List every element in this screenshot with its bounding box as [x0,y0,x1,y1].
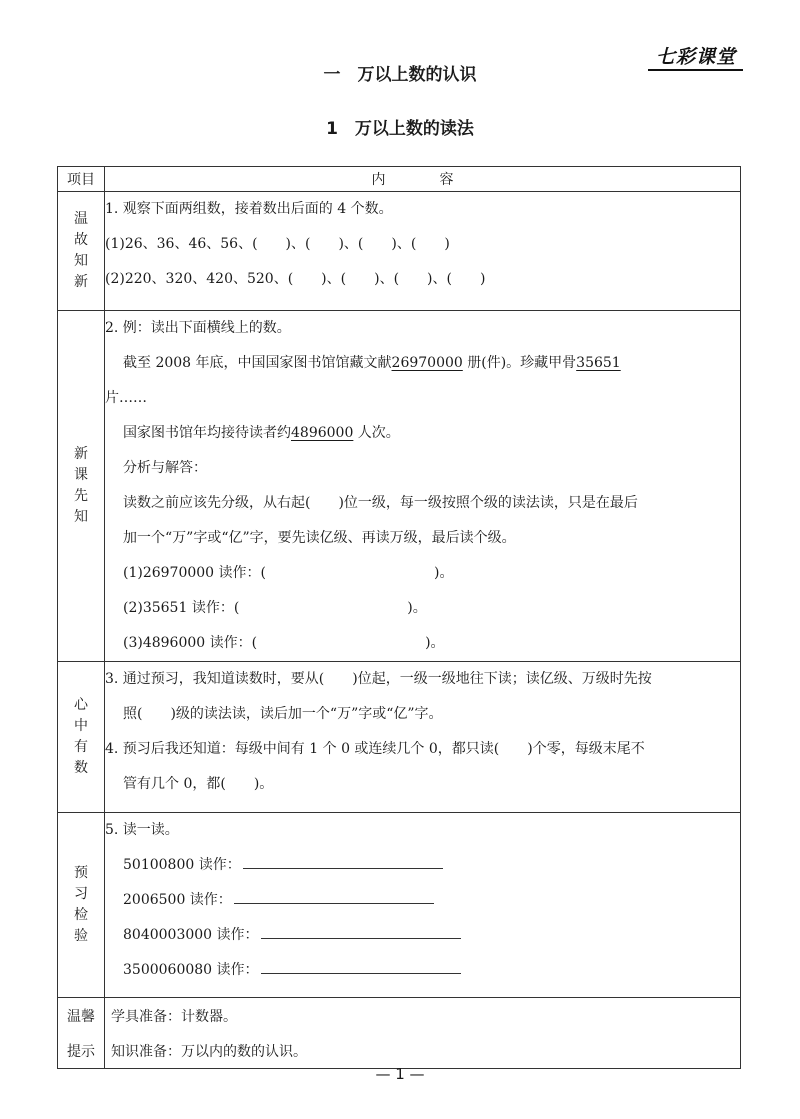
tips-row-2 [58,1033,741,1069]
read-item-3: 8040003000 读作： [105,918,740,953]
check-label: 预习检验 [74,865,88,944]
answer-3: (3)4896000 读作：( )。 [123,635,445,651]
answer-1: (1)26970000 读作：( )。 [123,565,454,581]
rule-line-1: 读数之前应该先分级，从右起( )位一级，每一级按照个级的读法读，只是在最后 [123,495,638,511]
underlined-number-1: 26970000 [391,355,463,371]
page-number: — 1 — [375,1065,425,1083]
preview-label-cell [58,311,105,662]
answer-line [234,887,434,904]
question-4-line-2: 管有几个 0，都( )。 [123,776,274,792]
preview-table [57,166,741,1069]
brand-text: 七彩课堂 [656,46,737,68]
review-content [105,192,741,311]
check-label-cell [58,813,105,998]
check-row [58,813,741,998]
example-text-d: 人次。 [353,425,400,441]
question-1-part-2: (2)220、320、420、520、( )、( )、( )、( ) [105,271,486,287]
analysis-heading: 分析与解答： [123,460,207,476]
tips-label-1: 温馨 [58,998,105,1034]
underlined-number-3: 4896000 [291,425,354,441]
header-content: 内 容 [105,167,741,192]
review-label: 温故知新 [74,211,88,290]
example-text-b: 册(件)。珍藏甲骨 [462,355,577,371]
mind-label: 心中有数 [74,697,88,776]
check-content [105,813,741,998]
question-3-line-2: 照( )级的读法读，读后加一个“万”字或“亿”字。 [123,706,443,722]
table-header-row [58,167,741,192]
read-item-1: 50100800 读作： [105,848,740,883]
review-label-cell [58,192,105,311]
example-paragraph-1-end: 片…… [105,390,147,406]
mind-row [58,662,741,813]
rule-line-2: 加一个“万”字或“亿”字，要先读亿级、再读万级，最后读个级。 [123,530,516,546]
answer-line [243,852,443,869]
question-4-line-1: 4. 预习后我还知道：每级中间有 1 个 0 或连续几个 0，都只读( )个零，每级末尾不 [105,741,645,757]
question-1-part-1: (1)26、36、46、56、( )、( )、( )、( ) [105,236,450,252]
mind-content [105,662,741,813]
tips-label-2: 提示 [58,1033,105,1069]
preview-label: 新课先知 [74,446,88,525]
answer-2: (2)35651 读作：( )。 [123,600,427,616]
question-3-line-1: 3. 通过预习，我知道读数时，要从( )位起，一级一级地往下读；读亿级、万级时先按 [105,671,652,687]
example-text-a: 截至 2008 年底，中国国家图书馆馆藏文献 [123,355,392,371]
lesson-title: 1 万以上数的读法 [326,119,474,139]
preview-content [105,311,741,662]
tips-line-1: 学具准备：计数器。 [105,998,741,1034]
answer-line [261,957,461,974]
header-item: 项目 [58,167,105,192]
preview-row [58,311,741,662]
answer-line [261,922,461,939]
example-paragraph-2 [105,416,740,451]
tips-row [58,998,741,1034]
example-text-c: 国家图书馆年均接待读者约 [123,425,291,441]
question-1: 1. 观察下面两组数，接着数出后面的 4 个数。 [105,201,393,217]
review-row [58,192,741,311]
underlined-number-2: 35651 [576,355,621,371]
question-5: 5. 读一读。 [105,822,179,838]
read-item-2: 2006500 读作： [105,883,740,918]
mind-label-cell [58,662,105,813]
question-2: 2. 例：读出下面横线上的数。 [105,320,291,336]
tips-line-2: 知识准备：万以内的数的认识。 [105,1033,741,1069]
read-item-4: 3500060080 读作： [105,953,740,988]
unit-title: 一 万以上数的认识 [323,65,477,85]
example-paragraph-1 [105,346,740,381]
